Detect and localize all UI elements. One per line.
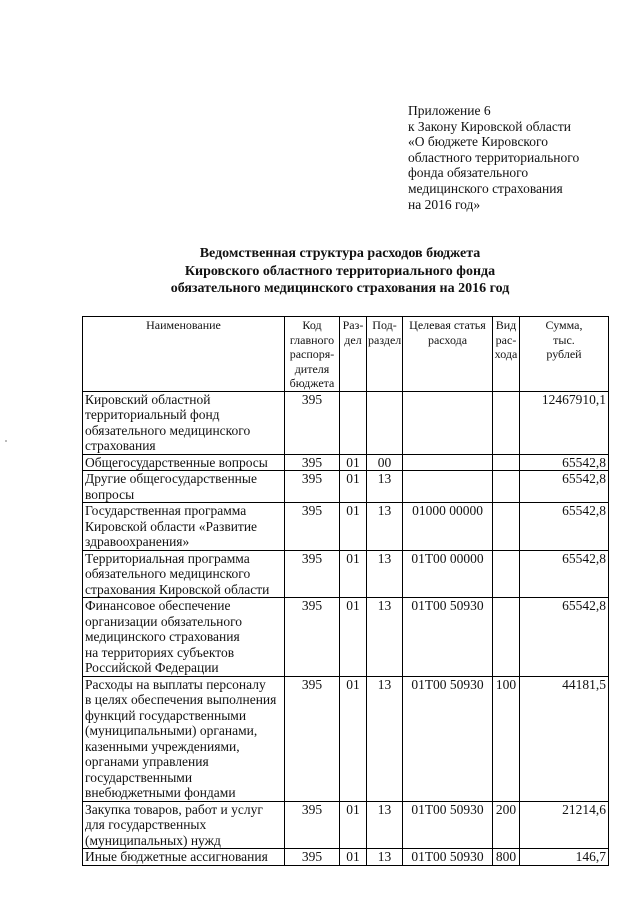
- cell-code: 395: [285, 391, 340, 454]
- name-line: функций государственными: [85, 707, 247, 723]
- cell-target: [403, 391, 493, 454]
- table-row: [83, 503, 609, 551]
- cell-code: 395: [285, 503, 340, 551]
- cell-subsection: 13: [367, 801, 403, 849]
- name-line: государственными: [85, 769, 193, 785]
- cell-name: [83, 801, 285, 849]
- cell-name: [83, 503, 285, 551]
- table-row: [83, 676, 609, 801]
- header-line: Целевая статья: [409, 318, 486, 332]
- scan-speck: [5, 440, 7, 442]
- cell-name: [83, 550, 285, 598]
- table-row: [83, 598, 609, 677]
- name-line: страхования: [85, 438, 156, 454]
- cell-sum: 21214,6: [520, 801, 609, 849]
- cell-sum: 65542,8: [520, 550, 609, 598]
- header-line: тыс.: [553, 332, 575, 347]
- name-line: внебюджетными фондами: [85, 785, 236, 801]
- header-line: Сумма,: [545, 318, 583, 332]
- cell-target: 01000 00000: [403, 503, 493, 551]
- title-line: Ведомственная структура расходов бюджета: [199, 246, 481, 261]
- title-line: Кировского областного территориального фонда: [184, 263, 496, 279]
- title-line: обязательного медицинского страхования на 2016 год: [170, 281, 510, 296]
- cell-type: [493, 598, 520, 677]
- cell-target: [403, 471, 493, 503]
- table-header-row: [83, 317, 609, 392]
- cell-code: 395: [285, 676, 340, 801]
- cell-type: [493, 391, 520, 454]
- name-line: (муниципальными) органами,: [85, 723, 258, 739]
- name-line: (муниципальных) нужд: [85, 832, 221, 848]
- cell-target: 01Т00 50930: [403, 598, 493, 677]
- table-row: [83, 391, 609, 454]
- name-line: для государственных: [85, 817, 207, 833]
- cell-name: [83, 676, 285, 801]
- header-section: [340, 317, 367, 392]
- header-line: дителя: [294, 361, 330, 376]
- name-line: обязательного медицинского: [85, 566, 251, 582]
- annex-line: Приложение 6: [408, 103, 491, 118]
- header-code: [285, 317, 340, 392]
- cell-subsection: [367, 391, 403, 454]
- header-name: [83, 317, 285, 392]
- cell-code: 395: [285, 454, 340, 471]
- name-line: Иные бюджетные ассигнования: [85, 849, 268, 865]
- cell-section: [340, 391, 367, 454]
- cell-section: 01: [340, 550, 367, 598]
- header-line: рас-: [495, 332, 517, 347]
- header-subsection: [367, 317, 403, 392]
- name-line: казенными учреждениями,: [85, 738, 240, 754]
- name-line: медицинского страхования: [85, 629, 240, 645]
- header-line: Под-: [372, 318, 397, 332]
- cell-type: [493, 503, 520, 551]
- cell-code: 395: [285, 550, 340, 598]
- table-row: [83, 471, 609, 503]
- cell-subsection: 00: [367, 454, 403, 471]
- cell-target: 01Т00 50930: [403, 801, 493, 849]
- header-line: расхода: [427, 332, 468, 347]
- header-line: рублей: [546, 347, 582, 362]
- header-line: бюджета: [289, 376, 335, 391]
- name-line: Финансовое обеспечение: [85, 598, 231, 614]
- annex-line: медицинского страхования: [408, 180, 563, 196]
- annex-line: «О бюджете Кировского: [408, 134, 549, 150]
- name-line: органами управления: [85, 754, 209, 770]
- cell-sum: 44181,5: [520, 676, 609, 801]
- header-line: Вид: [495, 318, 517, 332]
- cell-type: 200: [493, 801, 520, 849]
- cell-section: 01: [340, 503, 367, 551]
- table-row: [83, 849, 609, 866]
- header-line: распоря-: [289, 347, 335, 362]
- name-line: Государственная программа: [85, 503, 247, 519]
- expenditure-table: [82, 316, 609, 866]
- cell-type: [493, 471, 520, 503]
- header-line: дел: [344, 332, 362, 347]
- name-line: Закупка товаров, работ и услуг: [85, 801, 263, 817]
- name-line: страхования Кировской области: [85, 581, 270, 597]
- name-line: Территориальная программа: [85, 550, 250, 566]
- cell-section: 01: [340, 598, 367, 677]
- cell-type: 800: [493, 849, 520, 866]
- cell-subsection: 13: [367, 550, 403, 598]
- cell-sum: 65542,8: [520, 598, 609, 677]
- cell-target: 01Т00 00000: [403, 550, 493, 598]
- header-sum: [520, 317, 609, 392]
- cell-target: 01Т00 50930: [403, 849, 493, 866]
- header-line: Наименование: [146, 318, 221, 332]
- name-line: Другие общегосударственные: [85, 471, 257, 487]
- header-line: раздел: [368, 332, 402, 347]
- cell-sum: 146,7: [520, 849, 609, 866]
- header-type: [493, 317, 520, 392]
- cell-sum: 12467910,1: [520, 391, 609, 454]
- annex-line: к Закону Кировской области: [408, 118, 572, 134]
- name-line: вопросы: [85, 486, 135, 502]
- cell-sum: 65542,8: [520, 454, 609, 471]
- header-line: хода: [494, 347, 518, 362]
- cell-target: 01Т00 50930: [403, 676, 493, 801]
- cell-section: 01: [340, 471, 367, 503]
- cell-name: [83, 471, 285, 503]
- cell-subsection: 13: [367, 471, 403, 503]
- cell-target: [403, 454, 493, 471]
- name-line: здравоохранения»: [85, 534, 190, 550]
- cell-type: [493, 454, 520, 471]
- cell-sum: 65542,8: [520, 471, 609, 503]
- name-line: обязательного медицинского: [85, 422, 251, 438]
- document-title: [80, 245, 600, 298]
- name-line: Кировский областной: [85, 391, 211, 407]
- table-row: [83, 454, 609, 471]
- cell-section: 01: [340, 454, 367, 471]
- annex-line: на 2016 год»: [408, 196, 481, 212]
- name-line: территориальный фонд: [85, 407, 220, 423]
- name-line: Российской Федерации: [85, 660, 219, 676]
- cell-name: [83, 849, 285, 866]
- cell-name: [83, 391, 285, 454]
- name-line: Кировской области «Развитие: [85, 518, 258, 534]
- table-body: [83, 391, 609, 865]
- cell-subsection: 13: [367, 849, 403, 866]
- cell-code: 395: [285, 801, 340, 849]
- table-row: [83, 801, 609, 849]
- cell-code: 395: [285, 471, 340, 503]
- cell-subsection: 13: [367, 598, 403, 677]
- cell-section: 01: [340, 676, 367, 801]
- header-target: [403, 317, 493, 392]
- cell-subsection: 13: [367, 676, 403, 801]
- name-line: Расходы на выплаты персоналу: [85, 676, 266, 692]
- name-line: в целях обеспечения выполнения: [85, 692, 277, 708]
- name-line: организации обязательного: [85, 613, 243, 629]
- name-line: Общегосударственные вопросы: [85, 454, 268, 470]
- cell-code: 395: [285, 598, 340, 677]
- table-row: [83, 550, 609, 598]
- cell-subsection: 13: [367, 503, 403, 551]
- header-line: Код: [302, 318, 322, 332]
- cell-name: [83, 598, 285, 677]
- cell-name: [83, 454, 285, 471]
- cell-type: 100: [493, 676, 520, 801]
- name-line: на территориях субъектов: [85, 644, 235, 660]
- header-line: Раз-: [342, 318, 364, 332]
- cell-sum: 65542,8: [520, 503, 609, 551]
- cell-code: 395: [285, 849, 340, 866]
- cell-type: [493, 550, 520, 598]
- annex-line: областного территориального: [408, 149, 580, 165]
- cell-section: 01: [340, 849, 367, 866]
- annex-line: фонда обязательного: [408, 165, 529, 181]
- header-line: главного: [289, 332, 335, 347]
- annex-header: [408, 103, 633, 212]
- cell-section: 01: [340, 801, 367, 849]
